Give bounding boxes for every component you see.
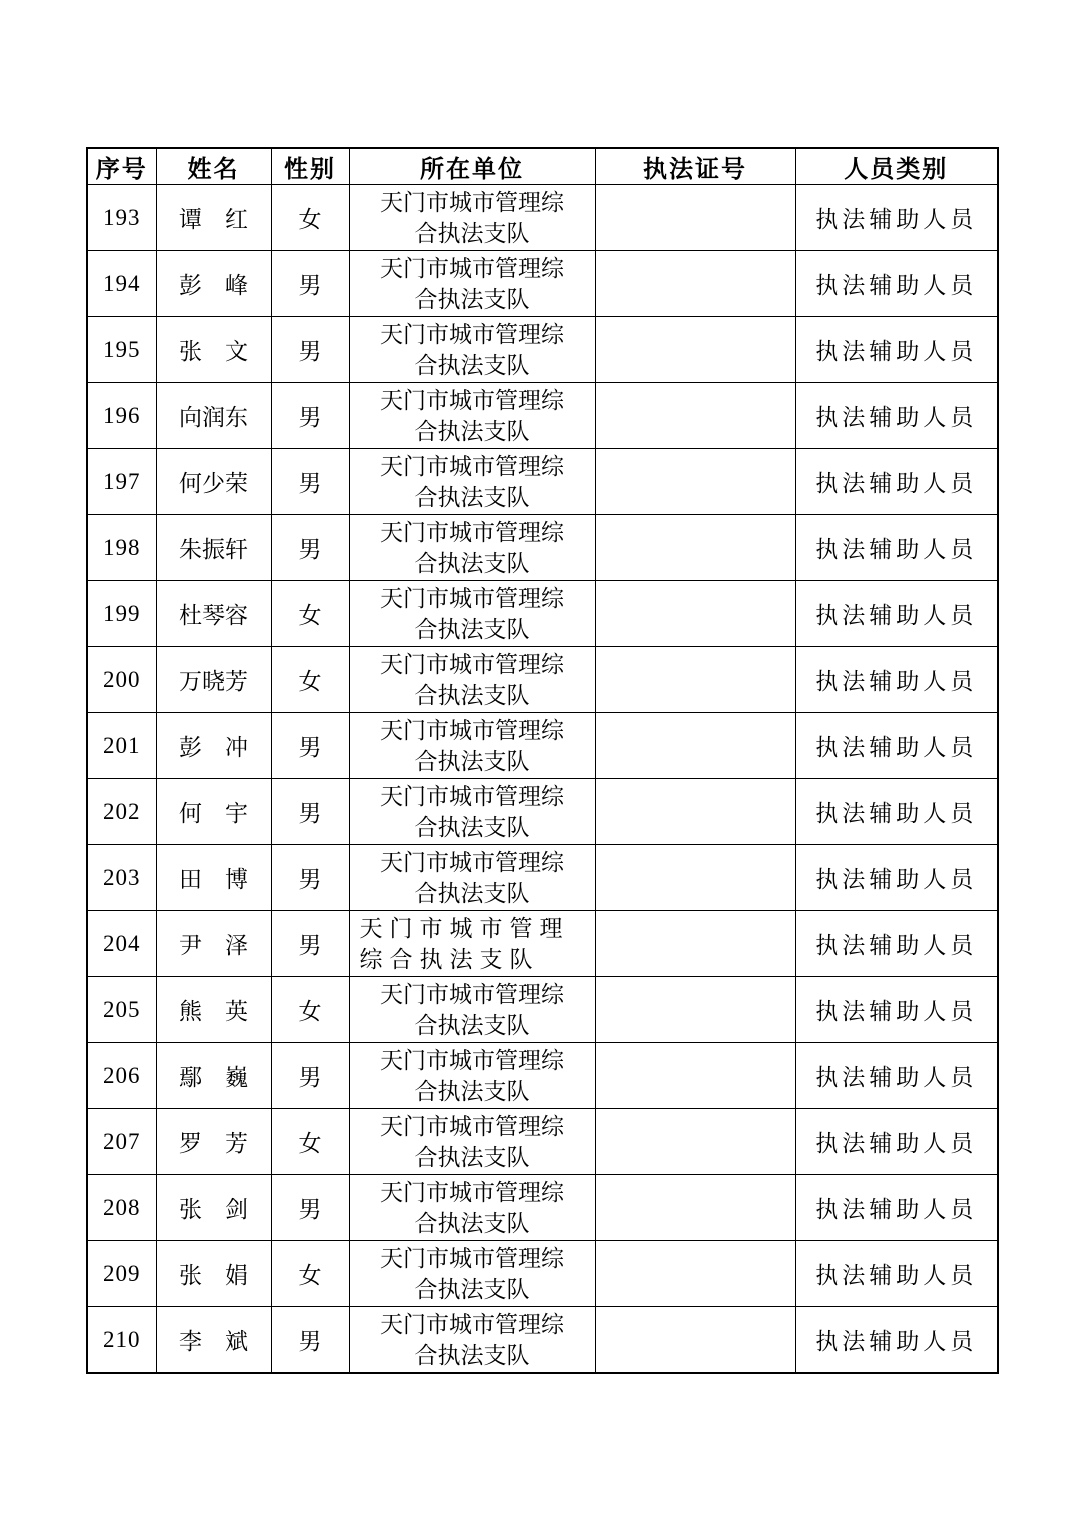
- table-row: [87, 911, 998, 977]
- unit-cell: [349, 845, 595, 911]
- unit-cell: [349, 383, 595, 449]
- unit-line-2: 合执法支队: [414, 814, 530, 840]
- serial-number-cell: 206: [87, 1043, 156, 1109]
- unit-line-1: 天门市城市管理: [359, 915, 570, 941]
- serial-number-cell: 200: [87, 647, 156, 713]
- serial-number-cell: 201: [87, 713, 156, 779]
- serial-number-cell: 199: [87, 581, 156, 647]
- category-cell: 执法辅助人员: [795, 845, 998, 911]
- name-cell: 万晓芳: [156, 647, 271, 713]
- name-cell: 张 娟: [156, 1241, 271, 1307]
- unit-line-1: 天门市城市管理综: [380, 651, 564, 677]
- serial-number-cell: 198: [87, 515, 156, 581]
- serial-number-cell: 196: [87, 383, 156, 449]
- unit-line-1: 天门市城市管理综: [380, 849, 564, 875]
- category-cell: 执法辅助人员: [795, 383, 998, 449]
- gender-cell: 男: [271, 251, 349, 317]
- table-row: [87, 713, 998, 779]
- unit-line-2: 合执法支队: [414, 616, 530, 642]
- table-row: [87, 647, 998, 713]
- serial-number-cell: 209: [87, 1241, 156, 1307]
- gender-cell: 女: [271, 977, 349, 1043]
- cert-number-cell: [595, 185, 795, 251]
- serial-number-cell: 210: [87, 1307, 156, 1374]
- gender-cell: 男: [271, 779, 349, 845]
- unit-line-1: 天门市城市管理综: [380, 981, 564, 1007]
- name-cell: 何 宇: [156, 779, 271, 845]
- serial-number-cell: 194: [87, 251, 156, 317]
- cert-number-cell: [595, 1043, 795, 1109]
- unit-line-1: 天门市城市管理综: [380, 453, 564, 479]
- cert-number-cell: [595, 911, 795, 977]
- table-row: [87, 1175, 998, 1241]
- name-cell: 李 斌: [156, 1307, 271, 1374]
- category-cell: 执法辅助人员: [795, 1307, 998, 1374]
- gender-cell: 女: [271, 1241, 349, 1307]
- unit-line-2: 合执法支队: [414, 880, 530, 906]
- category-cell: 执法辅助人员: [795, 185, 998, 251]
- name-cell: 何少荣: [156, 449, 271, 515]
- category-cell: 执法辅助人员: [795, 251, 998, 317]
- gender-cell: 男: [271, 317, 349, 383]
- unit-cell: [349, 911, 595, 977]
- unit-line-2: 合执法支队: [414, 220, 530, 246]
- cert-number-cell: [595, 713, 795, 779]
- cert-number-cell: [595, 1307, 795, 1374]
- category-cell: 执法辅助人员: [795, 1241, 998, 1307]
- cert-number-cell: [595, 251, 795, 317]
- column-header-0: 序号: [87, 148, 156, 185]
- name-cell: 向润东: [156, 383, 271, 449]
- unit-cell: [349, 647, 595, 713]
- table-row: [87, 515, 998, 581]
- gender-cell: 男: [271, 1175, 349, 1241]
- table-row: [87, 779, 998, 845]
- unit-line-1: 天门市城市管理综: [380, 189, 564, 215]
- serial-number-cell: 193: [87, 185, 156, 251]
- gender-cell: 女: [271, 185, 349, 251]
- unit-line-1: 天门市城市管理综: [380, 255, 564, 281]
- table-row: [87, 383, 998, 449]
- category-cell: 执法辅助人员: [795, 977, 998, 1043]
- unit-line-1: 天门市城市管理综: [380, 1245, 564, 1271]
- unit-line-2: 合执法支队: [414, 418, 530, 444]
- gender-cell: 女: [271, 647, 349, 713]
- gender-cell: 男: [271, 713, 349, 779]
- serial-number-cell: 205: [87, 977, 156, 1043]
- unit-cell: [349, 317, 595, 383]
- column-header-1: 姓名: [156, 148, 271, 185]
- gender-cell: 女: [271, 581, 349, 647]
- name-cell: 朱振轩: [156, 515, 271, 581]
- unit-line-2: 合执法支队: [414, 1210, 530, 1236]
- gender-cell: 男: [271, 1043, 349, 1109]
- name-cell: 杜琴容: [156, 581, 271, 647]
- name-cell: 张 文: [156, 317, 271, 383]
- unit-line-2: 合执法支队: [414, 1342, 530, 1368]
- unit-cell: [349, 251, 595, 317]
- column-header-4: 执法证号: [595, 148, 795, 185]
- category-cell: 执法辅助人员: [795, 515, 998, 581]
- unit-line-1: 天门市城市管理综: [380, 717, 564, 743]
- column-header-3: 所在单位: [349, 148, 595, 185]
- unit-cell: [349, 1109, 595, 1175]
- table-row: [87, 251, 998, 317]
- table-row: [87, 1307, 998, 1374]
- name-cell: 鄢 巍: [156, 1043, 271, 1109]
- column-header-2: 性别: [271, 148, 349, 185]
- name-cell: 彭 峰: [156, 251, 271, 317]
- serial-number-cell: 195: [87, 317, 156, 383]
- column-header-5: 人员类别: [795, 148, 998, 185]
- unit-line-1: 天门市城市管理综: [380, 585, 564, 611]
- table-row: [87, 977, 998, 1043]
- cert-number-cell: [595, 317, 795, 383]
- name-cell: 尹 泽: [156, 911, 271, 977]
- cert-number-cell: [595, 581, 795, 647]
- serial-number-cell: 197: [87, 449, 156, 515]
- gender-cell: 男: [271, 383, 349, 449]
- unit-line-1: 天门市城市管理综: [380, 783, 564, 809]
- unit-cell: [349, 515, 595, 581]
- gender-cell: 女: [271, 1109, 349, 1175]
- unit-line-2: 合执法支队: [414, 1078, 530, 1104]
- unit-line-1: 天门市城市管理综: [380, 519, 564, 545]
- table-row: [87, 1109, 998, 1175]
- cert-number-cell: [595, 845, 795, 911]
- category-cell: 执法辅助人员: [795, 911, 998, 977]
- cert-number-cell: [595, 1241, 795, 1307]
- unit-cell: [349, 449, 595, 515]
- category-cell: 执法辅助人员: [795, 779, 998, 845]
- cert-number-cell: [595, 977, 795, 1043]
- unit-cell: [349, 713, 595, 779]
- table-row: [87, 317, 998, 383]
- category-cell: 执法辅助人员: [795, 317, 998, 383]
- serial-number-cell: 204: [87, 911, 156, 977]
- unit-line-2: 合执法支队: [414, 286, 530, 312]
- unit-line-2: 合执法支队: [414, 1144, 530, 1170]
- unit-cell: [349, 185, 595, 251]
- unit-cell: [349, 1241, 595, 1307]
- unit-cell: [349, 1307, 595, 1374]
- unit-line-2: 合执法支队: [414, 484, 530, 510]
- category-cell: 执法辅助人员: [795, 581, 998, 647]
- unit-cell: [349, 1175, 595, 1241]
- table-row: [87, 581, 998, 647]
- gender-cell: 男: [271, 515, 349, 581]
- cert-number-cell: [595, 449, 795, 515]
- gender-cell: 男: [271, 845, 349, 911]
- cert-number-cell: [595, 779, 795, 845]
- serial-number-cell: 207: [87, 1109, 156, 1175]
- category-cell: 执法辅助人员: [795, 449, 998, 515]
- table-row: [87, 185, 998, 251]
- unit-line-2: 合执法支队: [414, 352, 530, 378]
- unit-line-1: 天门市城市管理综: [380, 321, 564, 347]
- name-cell: 田 博: [156, 845, 271, 911]
- gender-cell: 男: [271, 911, 349, 977]
- unit-line-1: 天门市城市管理综: [380, 387, 564, 413]
- unit-line-2: 合执法支队: [414, 550, 530, 576]
- serial-number-cell: 203: [87, 845, 156, 911]
- name-cell: 谭 红: [156, 185, 271, 251]
- unit-line-1: 天门市城市管理综: [380, 1113, 564, 1139]
- category-cell: 执法辅助人员: [795, 647, 998, 713]
- unit-line-2: 合执法支队: [414, 1012, 530, 1038]
- unit-line-2: 综合执法支队: [359, 946, 540, 972]
- gender-cell: 男: [271, 1307, 349, 1374]
- category-cell: 执法辅助人员: [795, 1175, 998, 1241]
- table-body: [87, 185, 998, 1374]
- unit-cell: [349, 977, 595, 1043]
- table-row: [87, 1043, 998, 1109]
- table-row: [87, 449, 998, 515]
- name-cell: 熊 英: [156, 977, 271, 1043]
- cert-number-cell: [595, 1175, 795, 1241]
- table-header-row: [87, 148, 998, 185]
- category-cell: 执法辅助人员: [795, 1109, 998, 1175]
- unit-cell: [349, 1043, 595, 1109]
- cert-number-cell: [595, 515, 795, 581]
- table-row: [87, 845, 998, 911]
- serial-number-cell: 202: [87, 779, 156, 845]
- unit-line-1: 天门市城市管理综: [380, 1047, 564, 1073]
- gender-cell: 男: [271, 449, 349, 515]
- cert-number-cell: [595, 383, 795, 449]
- unit-cell: [349, 581, 595, 647]
- cert-number-cell: [595, 1109, 795, 1175]
- unit-line-2: 合执法支队: [414, 748, 530, 774]
- name-cell: 张 剑: [156, 1175, 271, 1241]
- table-row: [87, 1241, 998, 1307]
- serial-number-cell: 208: [87, 1175, 156, 1241]
- category-cell: 执法辅助人员: [795, 1043, 998, 1109]
- name-cell: 罗 芳: [156, 1109, 271, 1175]
- personnel-roster-table: [86, 147, 999, 1374]
- name-cell: 彭 冲: [156, 713, 271, 779]
- category-cell: 执法辅助人员: [795, 713, 998, 779]
- cert-number-cell: [595, 647, 795, 713]
- unit-cell: [349, 779, 595, 845]
- unit-line-2: 合执法支队: [414, 1276, 530, 1302]
- unit-line-2: 合执法支队: [414, 682, 530, 708]
- unit-line-1: 天门市城市管理综: [380, 1179, 564, 1205]
- unit-line-1: 天门市城市管理综: [380, 1311, 564, 1337]
